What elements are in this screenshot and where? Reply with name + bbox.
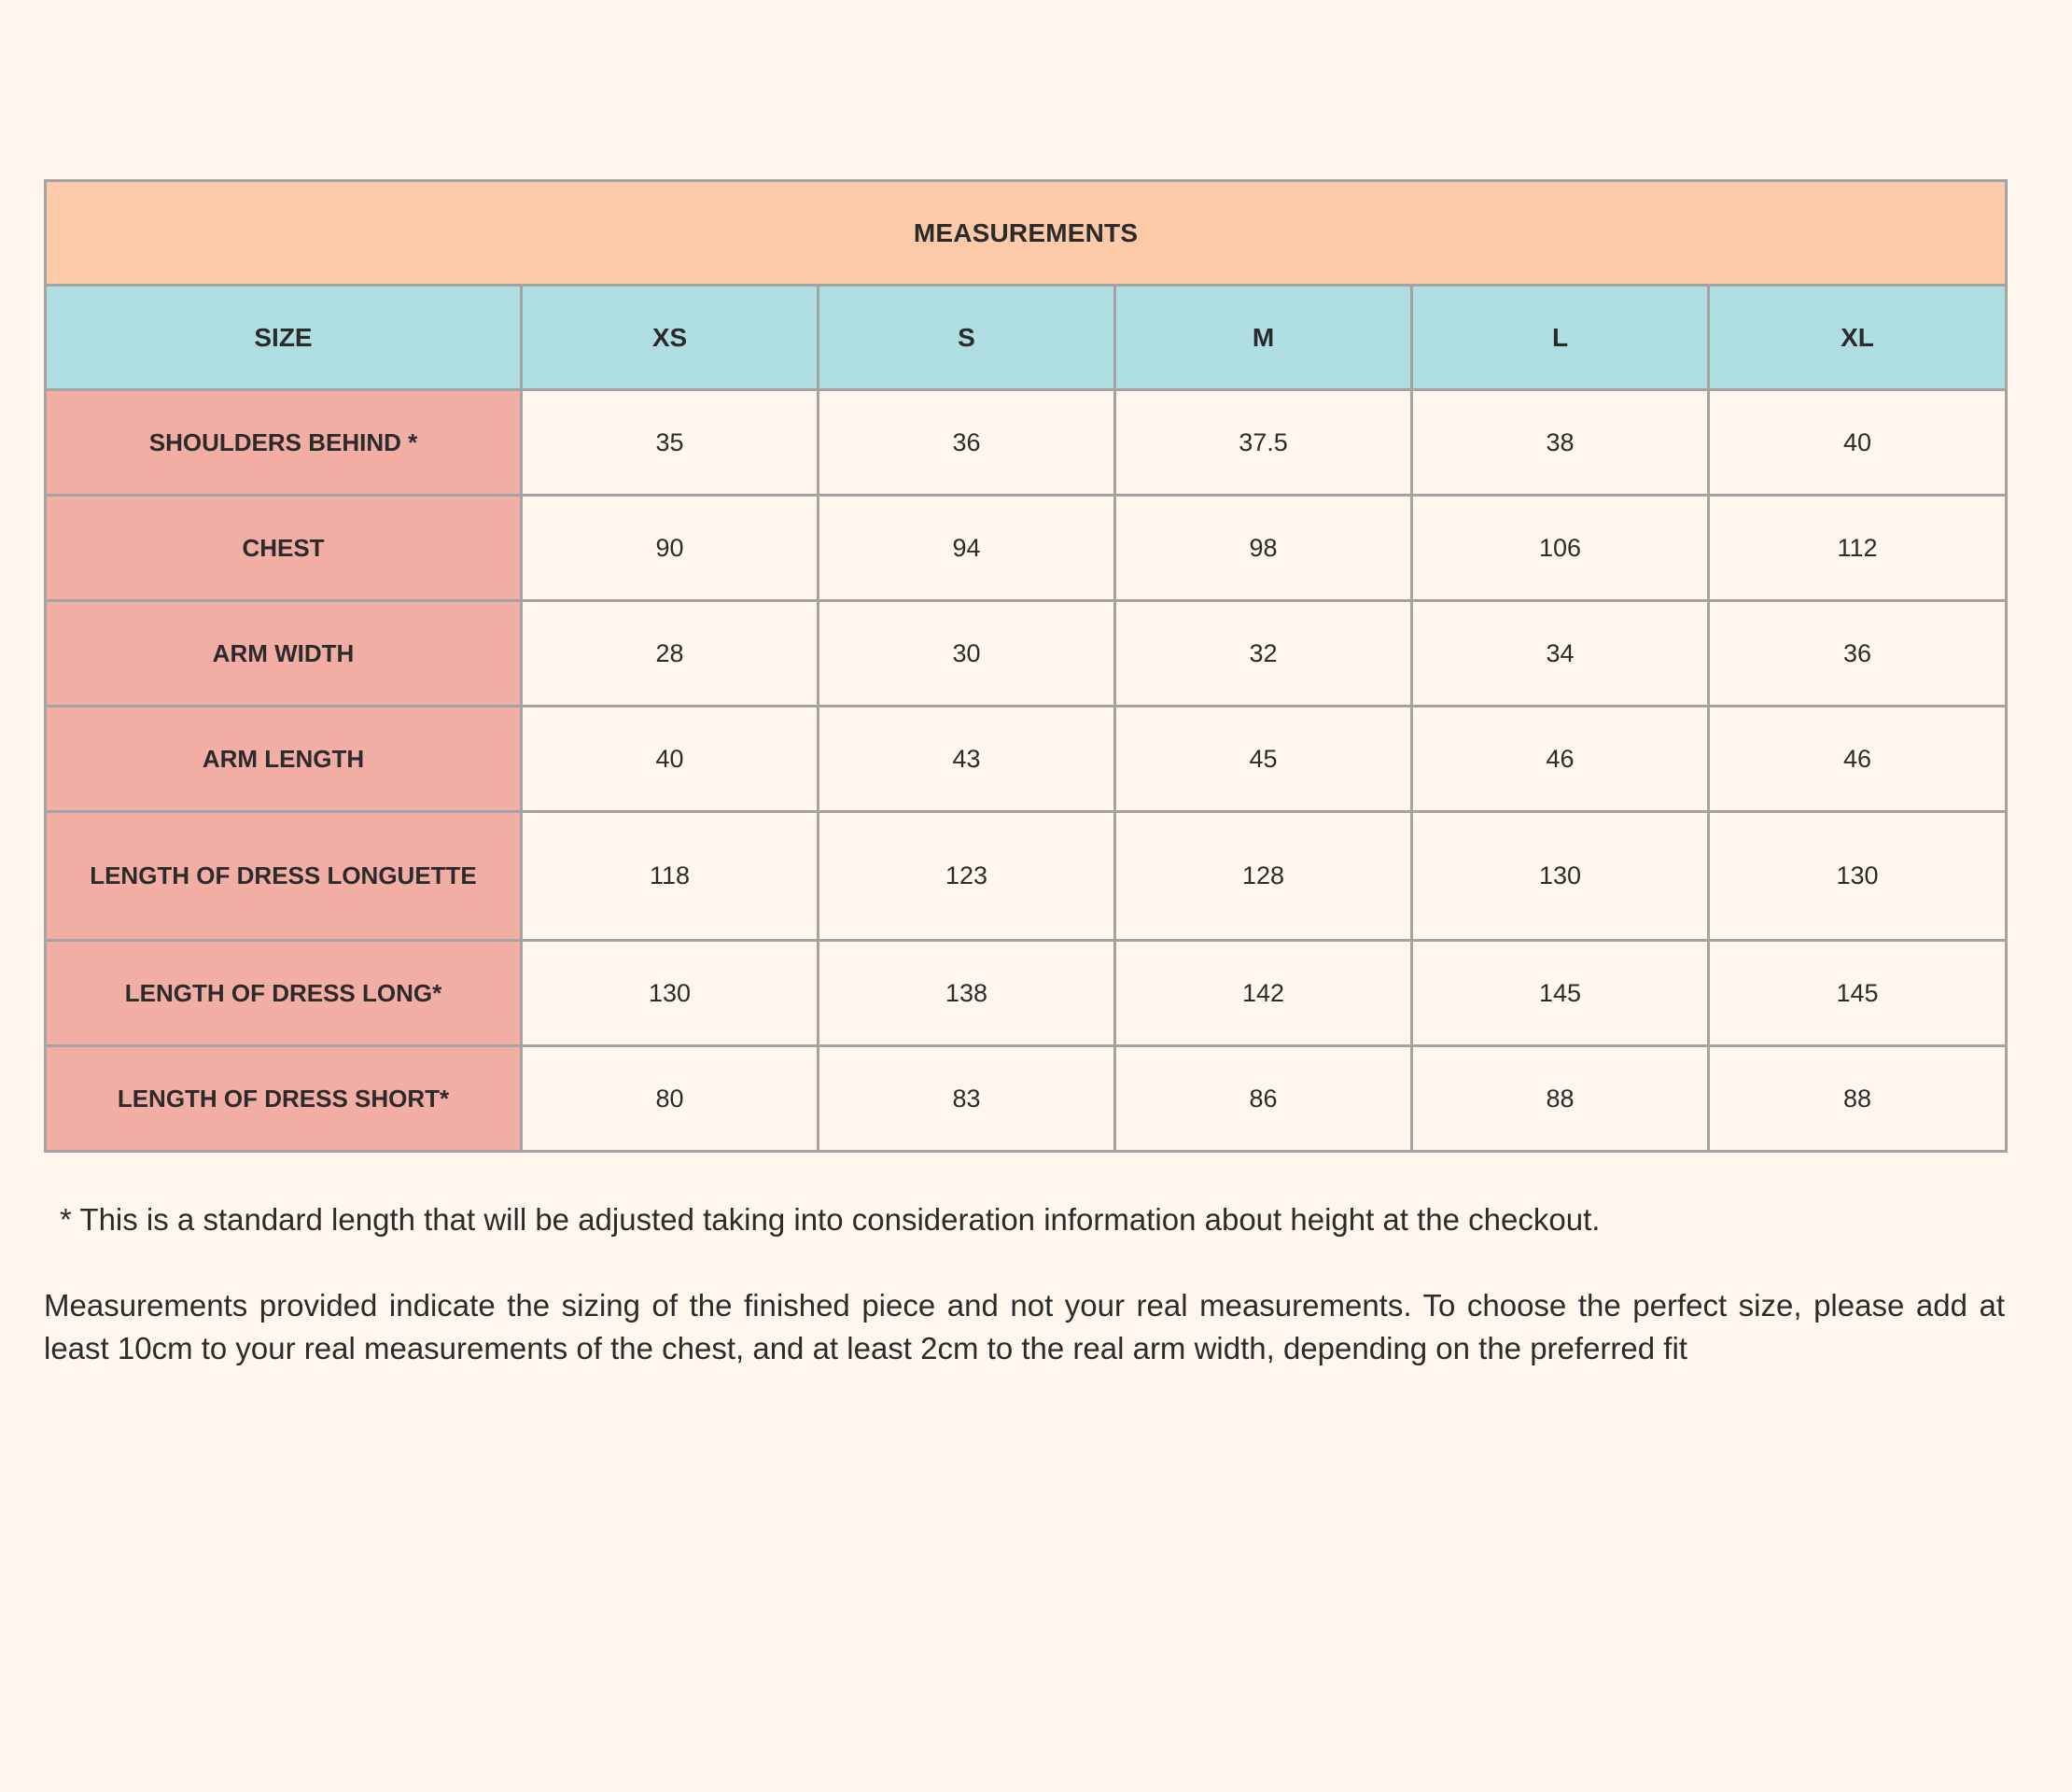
size-header-label: SIZE [46, 286, 522, 390]
value-cell: 138 [819, 941, 1115, 1046]
row-label: LENGTH OF DRESS LONG* [46, 941, 522, 1046]
table-row-dress-short [46, 1046, 2007, 1152]
row-label: SHOULDERS BEHIND * [46, 390, 522, 496]
measurement-note: Measurements provided indicate the sizing of the finished piece and not your real measurements. To choose the perfect size, please add at least 10cm to your real measurements of the chest, and at least 2cm to the real arm width, depending on the preferred fit [44, 1288, 2005, 1365]
value-cell: 32 [1115, 601, 1412, 707]
table-row-chest [46, 496, 2007, 601]
value-cell: 128 [1115, 812, 1412, 941]
value-cell: 40 [522, 707, 819, 812]
value-cell: 130 [1412, 812, 1709, 941]
value-cell: 106 [1412, 496, 1709, 601]
value-cell: 123 [819, 812, 1115, 941]
value-cell: 30 [819, 601, 1115, 707]
value-cell: 130 [522, 941, 819, 1046]
table-row-dress-longuette [46, 812, 2007, 941]
value-cell: 40 [1709, 390, 2007, 496]
value-cell: 86 [1115, 1046, 1412, 1152]
table-row-dress-long [46, 941, 2007, 1046]
standard-length-footnote: * This is a standard length that will be adjusted taking into consideration information about height at the checkout. [60, 1202, 1601, 1237]
row-label: CHEST [46, 496, 522, 601]
measurements-table [44, 179, 2008, 1153]
value-cell: 28 [522, 601, 819, 707]
value-cell: 35 [522, 390, 819, 496]
value-cell: 118 [522, 812, 819, 941]
value-cell: 90 [522, 496, 819, 601]
value-cell: 43 [819, 707, 1115, 812]
size-header-s: S [819, 286, 1115, 390]
table-title: MEASUREMENTS [46, 181, 2007, 286]
value-cell: 145 [1709, 941, 2007, 1046]
value-cell: 37.5 [1115, 390, 1412, 496]
row-label: LENGTH OF DRESS SHORT* [46, 1046, 522, 1152]
value-cell: 88 [1412, 1046, 1709, 1152]
value-cell: 36 [819, 390, 1115, 496]
value-cell: 36 [1709, 601, 2007, 707]
value-cell: 45 [1115, 707, 1412, 812]
value-cell: 83 [819, 1046, 1115, 1152]
value-cell: 142 [1115, 941, 1412, 1046]
table-row-arm-width [46, 601, 2007, 707]
value-cell: 112 [1709, 496, 2007, 601]
size-header-l: L [1412, 286, 1709, 390]
value-cell: 145 [1412, 941, 1709, 1046]
value-cell: 98 [1115, 496, 1412, 601]
value-cell: 130 [1709, 812, 2007, 941]
value-cell: 46 [1709, 707, 2007, 812]
size-header-xs: XS [522, 286, 819, 390]
value-cell: 80 [522, 1046, 819, 1152]
row-label: LENGTH OF DRESS LONGUETTE [46, 812, 522, 941]
value-cell: 34 [1412, 601, 1709, 707]
value-cell: 94 [819, 496, 1115, 601]
size-header-row [46, 286, 2007, 390]
value-cell: 88 [1709, 1046, 2007, 1152]
row-label: ARM WIDTH [46, 601, 522, 707]
table-row-arm-length [46, 707, 2007, 812]
value-cell: 46 [1412, 707, 1709, 812]
size-header-xl: XL [1709, 286, 2007, 390]
value-cell: 38 [1412, 390, 1709, 496]
size-header-m: M [1115, 286, 1412, 390]
table-row-shoulders [46, 390, 2007, 496]
row-label: ARM LENGTH [46, 707, 522, 812]
